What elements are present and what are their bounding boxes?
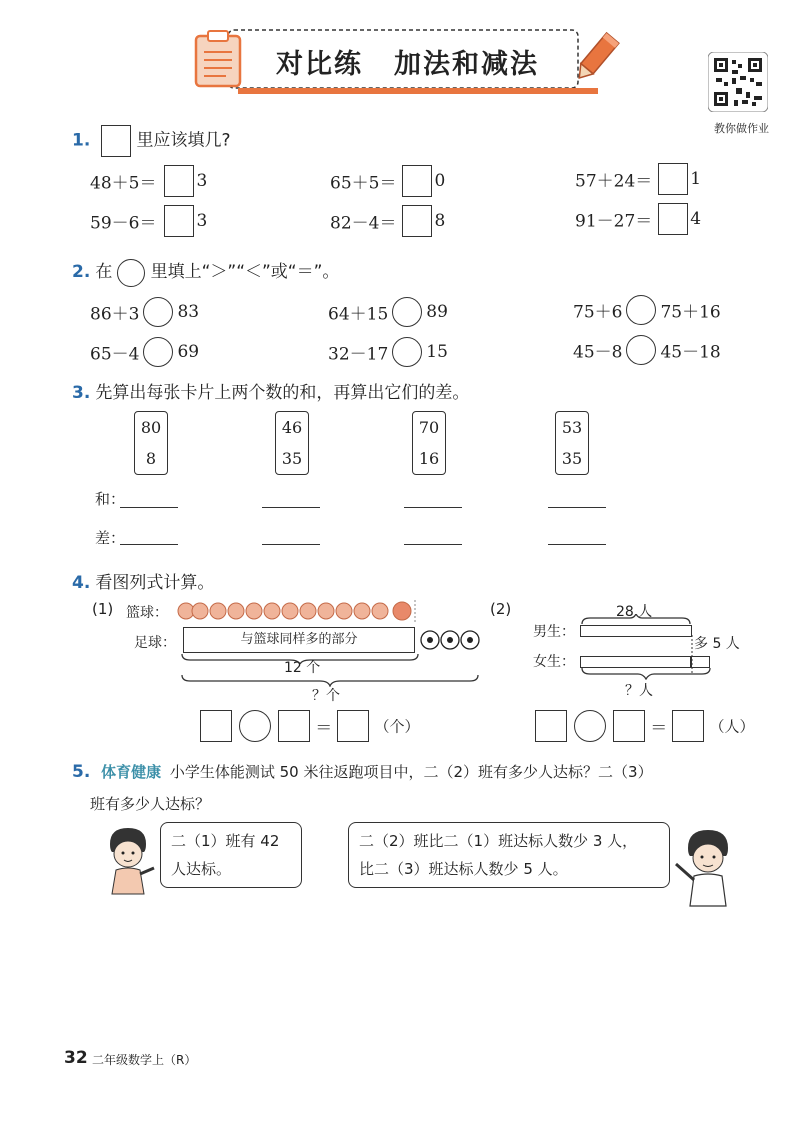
answer-box[interactable] [613,710,645,742]
clipboard-icon [190,28,248,90]
question-people-label: ？人 [625,683,653,699]
q2-cmp-2: 64＋15 89 [328,297,448,327]
girls-extra-bar [690,656,710,668]
book-title: 二年级数学上（R） [92,1053,197,1067]
brace-28 [580,614,692,624]
bubble-left-line2: 人达标。 [171,860,232,878]
diff-label: 差： [95,529,126,547]
q1-eq-6: 91－27＝ 4 [575,203,701,235]
q5-tag: 体育健康 [101,763,162,781]
answer-box[interactable] [658,163,688,195]
girls-label: 女生： [533,654,575,670]
answer-box[interactable] [672,710,704,742]
number-card: 70 16 [412,411,446,475]
speech-bubble-left [160,822,302,888]
q4-number: 4. [72,573,91,593]
same-amount-bar [183,627,415,653]
q2-cmp-4: 65－4 69 [90,337,199,367]
boys-label: 男生： [533,624,575,640]
answer-box[interactable] [164,205,194,237]
q2-cmp-3: 75＋6 75＋16 [573,295,721,325]
boy-right-illustration [672,828,742,908]
sum-blank[interactable] [262,506,320,508]
basketball-row [175,600,425,622]
answer-circle[interactable] [392,337,422,367]
boys-bar [580,625,692,637]
q1-eq-1: 48＋5＝ 3 [90,165,207,197]
question-count-label: ？个 [312,688,340,704]
q2-cmp-5: 32－17 15 [328,337,448,367]
diff-blank[interactable] [262,543,320,545]
answer-circle[interactable] [574,710,606,742]
basketball-label: 篮球： [126,605,168,621]
football-icons [420,628,480,652]
answer-box[interactable] [278,710,310,742]
top-28-label: 28 人 [616,604,653,620]
answer-box[interactable] [658,203,688,235]
answer-circle[interactable] [143,297,173,327]
more-5-label: 多 5 人 [694,636,740,652]
q5-text [72,756,772,820]
answer-box[interactable] [337,710,369,742]
q4-text: 看图列式计算。 [95,573,215,593]
number-card: 80 8 [134,411,168,475]
q5-number: 5. [72,762,91,782]
q3-number: 3. [72,383,91,403]
girls-bar [580,656,692,668]
bubble-left-line1: 二（1）班有 42 [171,832,280,850]
football-label: 足球： [134,635,176,651]
answer-circle[interactable] [626,335,656,365]
unit-label: （个） [374,717,420,736]
q2-cmp-1: 86＋3 83 [90,297,199,327]
answer-circle[interactable] [626,295,656,325]
q1-eq-2: 65＋5＝ 0 [330,165,445,197]
answer-box[interactable] [200,710,232,742]
diff-blank[interactable] [404,543,462,545]
answer-box[interactable] [402,205,432,237]
same-amount-bar-text: 与篮球同样多的部分 [240,632,358,647]
answer-box[interactable] [402,165,432,197]
q3-title [72,378,469,403]
answer-box[interactable] [164,165,194,197]
sum-blank[interactable] [548,506,606,508]
sum-blank[interactable] [404,506,462,508]
q4-p1-label: (1) [92,600,114,618]
header-banner [198,26,598,96]
q2-text-b: 里填上“＞”“＜”或“＝”。 [150,262,340,282]
q4-p1-equation: ＝ （个） [200,710,419,742]
q4-p2-equation: ＝ （人） [535,710,754,742]
answer-circle[interactable] [392,297,422,327]
q2-number: 2. [72,262,91,282]
q1-eq-4: 59－6＝ 3 [90,205,207,237]
qr-caption: 教你做作业 [714,122,769,135]
header-title-2: 加法和减法 [394,49,539,80]
sum-label: 和： [95,490,126,508]
speech-bubble-right [348,822,670,888]
sum-blank[interactable] [120,506,178,508]
q1-number: 1. [72,130,91,151]
q4-p2-label: (2) [490,600,512,618]
qr-code-icon [708,52,768,112]
q1-eq-5: 82－4＝ 8 [330,205,445,237]
diff-blank[interactable] [120,543,178,545]
q1-text: 里应该填几? [136,130,231,151]
page-number: 32 [64,1048,88,1068]
answer-circle[interactable] [239,710,271,742]
q1-eq-3: 57＋24＝ 1 [575,163,701,195]
number-card: 46 35 [275,411,309,475]
pencil-icon [570,30,622,86]
q5-text-line2: 班有多少人达标？ [90,795,211,813]
q2-title [72,257,339,287]
answer-circle[interactable] [117,259,145,287]
count-12-label: 12 个 [284,660,321,676]
answer-box[interactable] [535,710,567,742]
bubble-right-line2: 比二（3）班达标人数少 5 人。 [359,860,568,878]
header-title-1: 对比练 [276,49,363,80]
boy-left-illustration [98,826,158,896]
q2-text-a: 在 [95,262,113,282]
number-card: 53 35 [555,411,589,475]
q5-text-line1: 小学生体能测试 50 米往返跑项目中，二（2）班有多少人达标？二（3） [169,763,653,781]
answer-box[interactable] [101,125,131,157]
q2-cmp-6: 45－8 45－18 [573,335,721,365]
answer-circle[interactable] [143,337,173,367]
brace-question [580,668,712,680]
unit-label: （人） [709,717,755,736]
q1-title [72,125,231,157]
diff-blank[interactable] [548,543,606,545]
bubble-right-line1: 二（2）班比二（1）班达标人数少 3 人， [359,832,638,850]
q3-text: 先算出每张卡片上两个数的和，再算出它们的差。 [95,383,470,403]
q4-title [72,568,214,593]
